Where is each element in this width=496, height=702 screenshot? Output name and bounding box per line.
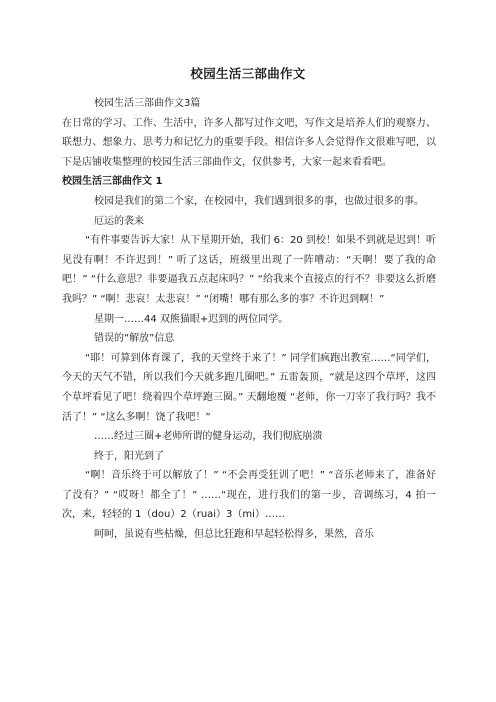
paragraph-intro-heading: 校园生活三部曲作文3篇	[94, 98, 201, 109]
paragraph: “耶！可算到体育课了，我的天堂终于来了！” 同学们疯跑出教室……“同学们，今天的天气不错，所以我们今天就多跑几圈吧。” 五雷轰顶，“就是这四个草坪，这四个草坪看见了吧！绕着四个草坪跑三圈。” 天翻地覆 “老师，你一刀宰了我行吗？我不活了！” “这么多啊！饶了我吧！”	[62, 352, 436, 423]
paragraph: ……经过三圈+老师所谓的健身运动，我们彻底崩溃	[94, 431, 323, 443]
paragraph: “啊！音乐终于可以解放了！” “不会再受狂训了吧！” “音乐老师来了，准备好了没有？” “哎呀！都全了！” ……“现在，进行我们的第一步，音调练习，4 拍一次，来，轻轻的 1（dou）2（ruai）3（mi）……	[62, 470, 436, 521]
paragraph-intro: 在日常的学习、工作、生活中，许多人都写过作文吧，写作文是培养人们的观察力、联想力、想象力、思考力和记忆力的重要手段。相信许多人会觉得作文很难写吧，以下是店铺收集整理的校园生活三部曲作文，仅供参考，大家一起来看看吧。	[62, 117, 436, 168]
paragraph: 呵呵，虽说有些枯燥，但总比狂跑和早起轻松得多，果然，音乐	[94, 529, 374, 541]
document-title: 校园生活三部曲作文	[190, 66, 306, 81]
paragraph: 校园是我们的第二个家，在校园中，我们遇到很多的事，也做过很多的事。	[94, 195, 424, 207]
subheading: 错误的“解放”信息	[94, 333, 175, 345]
paragraph: “有件事要告诉大家！从下星期开始，我们 6：20 到校！如果不到就是迟到！听见没有啊！不许迟到！” 听了这话，班级里出现了一阵嘈动：“天啊！要了我的命吧！” “什么意思？非要逼我五点起床吗？” “给我来个直接点的行不？非要这么折磨我吗？” “啊！悲哀！太悲哀！” “闭嘴！哪有那么多的事？不许迟到啊！”	[62, 235, 436, 305]
subheading: 厄运的袭来	[94, 215, 144, 227]
document-body	[62, 94, 436, 545]
section-heading: 校园生活三部曲作文 1	[62, 176, 163, 188]
subheading: 终于，阳光到了	[94, 450, 164, 462]
paragraph: 星期一……44 双熊猫眼+迟到的两位同学。	[94, 313, 289, 325]
